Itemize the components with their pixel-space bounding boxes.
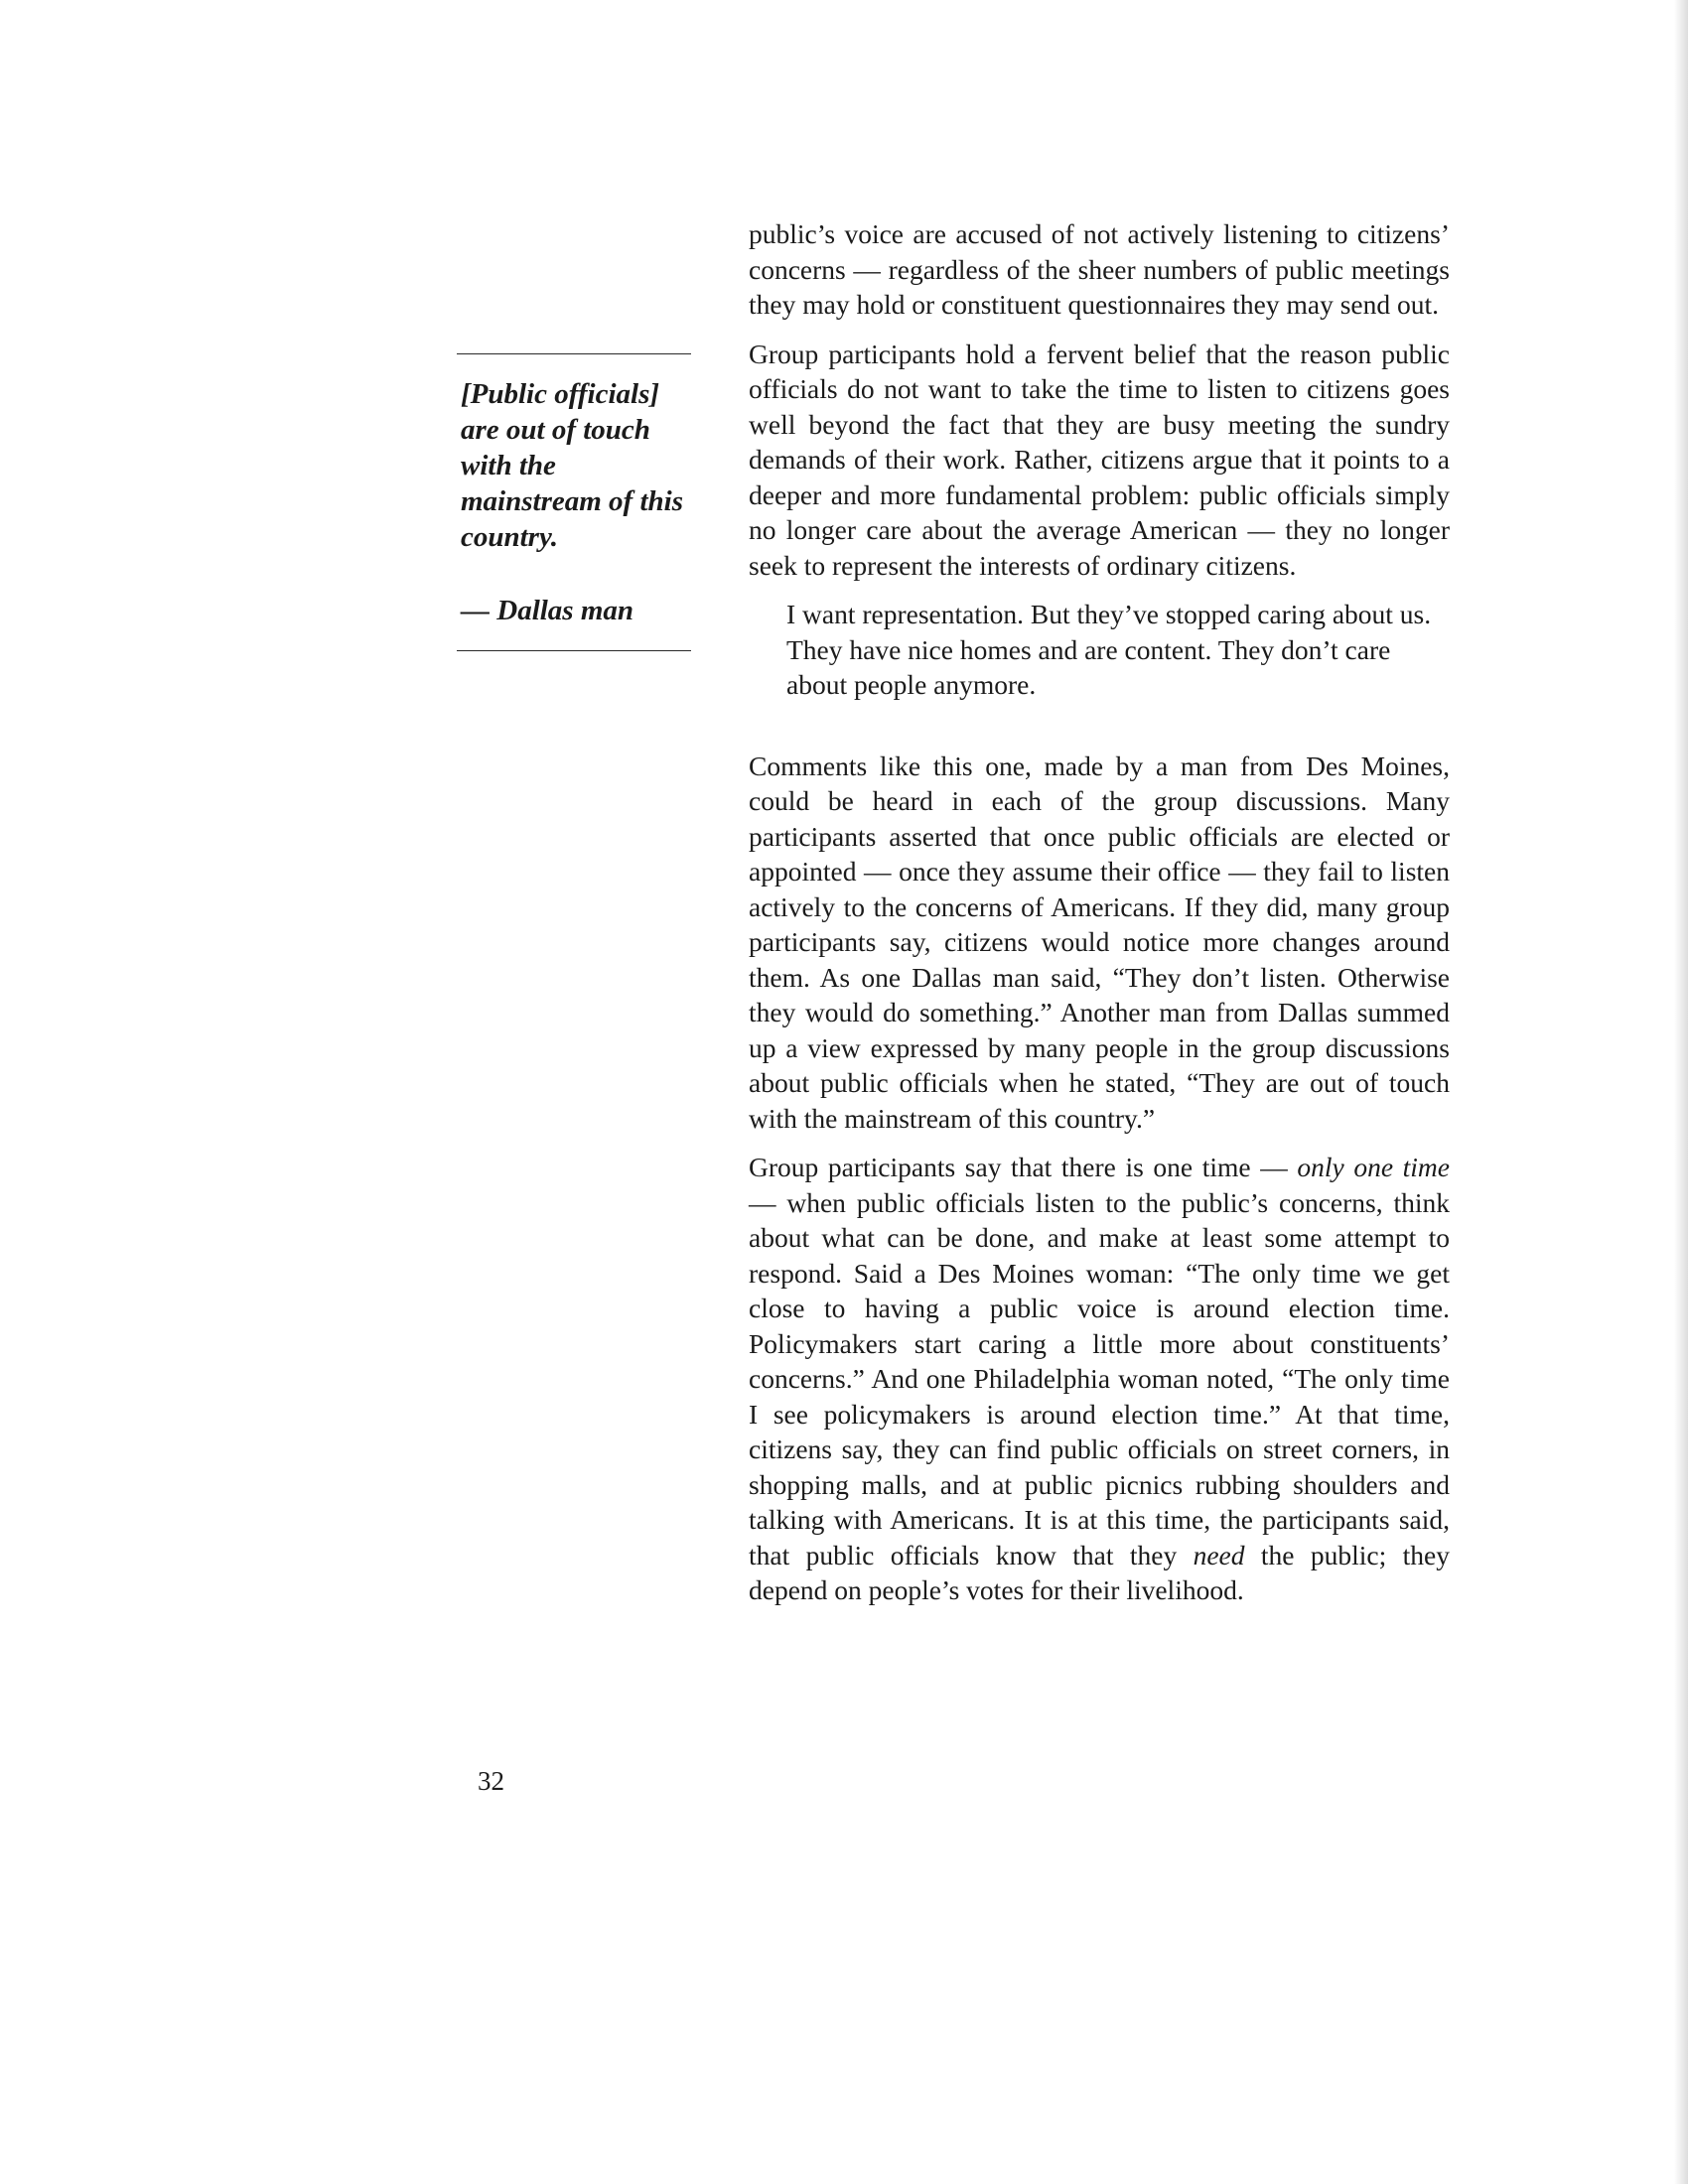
paragraph-4-emphasis-need: need — [1193, 1539, 1245, 1570]
page-number: 32 — [478, 1766, 504, 1796]
pull-quote-bottom-rule — [457, 650, 691, 651]
paragraph-4 — [749, 1150, 1450, 1608]
paragraph-4-text-a: Group participants say that there is one time — — [749, 1152, 1298, 1182]
pull-quote-top-rule — [457, 353, 691, 354]
paragraph-1: public’s voice are accused of not actively listening to citizens’ concerns — regardless of the sheer numbers of public meetings they may hold or constituent questionnaires they may send out. — [749, 218, 1450, 320]
page-edge-shadow — [1674, 0, 1688, 2184]
paragraph-3: Comments like this one, made by a man from Des Moines, could be heard in each of the group discussions. Many participants asserted that once public officials are elected or appointed — once they assume their office — they fail to listen actively to the concerns of Americans. If they did, many group participants say, citizens would notice more changes around them. As one Dallas man said, “They don’t listen. Otherwise they would do something.” Another man from Dallas summed up a view expressed by many people in the group discussions about public officials when he stated, “They are out of touch with the mainstream of this country.” — [749, 750, 1450, 1134]
block-quote: I want representation. But they’ve stopped caring about us. They have nice homes and are content. They don’t care about people anymore. — [786, 599, 1432, 700]
paragraph-4-text-b: — when public officials listen to the public’s concerns, think about what can be done, and make at least some attempt to respond. Said a Des Moines woman: “The only time we get close to having a public voice is around election time. Policymakers start caring a little more about constituents’ concerns.” And one Philadelphia woman noted, “The only time I see policymakers is around election time.” At that time, citizens say, they can find public officials on street corners, in shopping malls, and at public picnics rubbing shoulders and talking with Americans. It is at this time, the participants said, that public officials know that they — [749, 1186, 1450, 1570]
paragraph-2: Group participants hold a fervent belief that the reason public officials do not want to take the time to listen to citizens goes well beyond the fact that they are busy meeting the sundry demands of their work. Rather, citizens argue that it points to a deeper and more fundamental problem: public officials simply no longer care about the average American — they no longer seek to represent the interests of ordinary citizens. — [749, 338, 1450, 581]
pull-quote-attribution: — Dallas man — [461, 595, 634, 626]
paragraph-4-text-c: the public; they depend on people’s votes for their livelihood. — [749, 1539, 1450, 1605]
pull-quote-text: [Public officials] are out of touch with the mainstream of this country. — [461, 378, 683, 553]
paragraph-4-emphasis-only-one-time: only one time — [1297, 1152, 1450, 1182]
pull-quote-sidebar — [457, 353, 691, 651]
main-text-column — [749, 216, 1450, 1622]
